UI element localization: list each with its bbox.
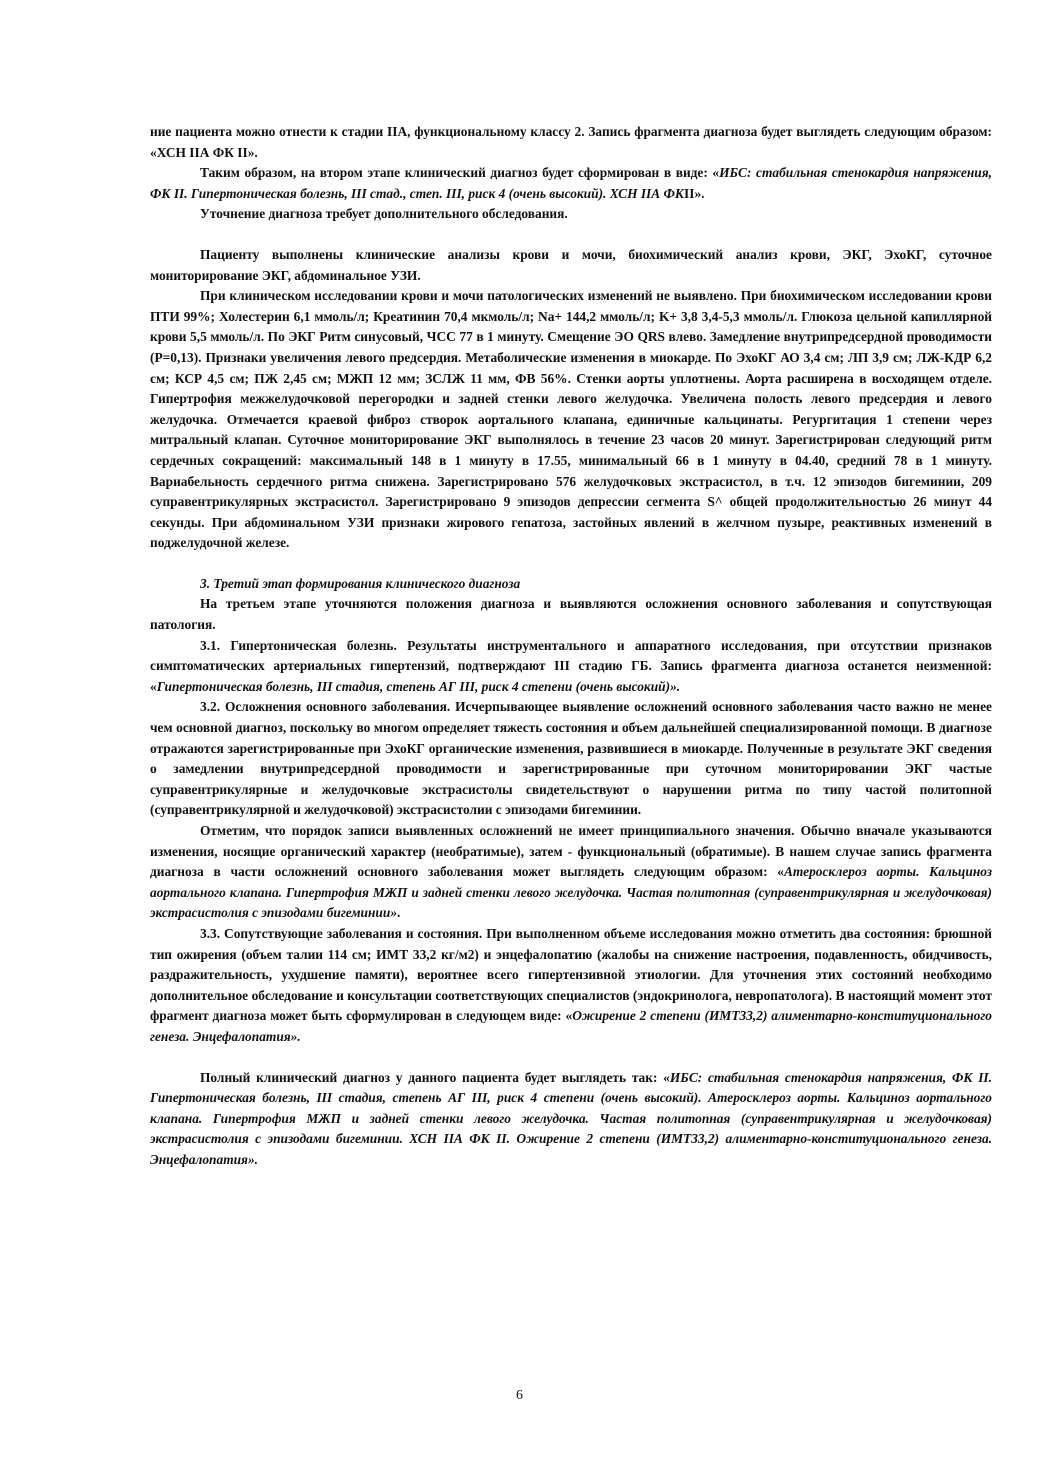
spacer xyxy=(150,225,992,245)
page-number: 6 xyxy=(516,1388,523,1403)
paragraph-hypertension: 3.1. Гипертоническая болезнь. Результаты инструментального и аппаратного исследования, при отсутствии признаков симптоматических артериальных гипертензий, подтверждают III стадию ГБ. Запись фрагмента диагноза останется неизменной: «Гипертоническая болезнь, III стадия, степень АГ III, риск 4 степени (очень высокий)». xyxy=(150,637,992,694)
paragraph-test-results: При клиническом исследовании крови и мочи патологических изменений не выявлено. При биохимическом исследовании крови ПТИ 99%; Холестерин 6,1 ммоль/л; Креатинин 70,4 мкмоль/л; Na+ 144,2 ммоль/л; K+ 3,8 3,4-5,3 ммоль/л. Глюкоза цельной капиллярной крови 5,5 ммоль/л. По ЭКГ Ритм синусовый, ЧСС 77 в 1 минуту. Смещение ЭО QRS влево. Замедление внутрипредсердной проводимости (P=0,13). Признаки увеличения левого предсердия. Метаболические изменения в миокарде. По ЭхоКГ АО 3,4 см; ЛП 3,9 см; ЛЖ-КДР 6,2 см; КСР 4,5 см; ПЖ 2,45 см; МЖП 12 мм; ЗСЛЖ 11 мм, ФВ 56%. Стенки аорты уплотнены. Аорта расширена в восходящем отделе. Гипертрофия межжелудочковой перегородки и задней стенки левого желудочка. Увеличена полость левого предсердия и левого желудочка. Отмечается краевой фиброз створок аортального клапана, единичные кальцинаты. Регургитация 1 степени через митральный клапан. Суточное мониторирование ЭКГ выполнялось в течение 23 часов 20 минут. Зарегистрирован следующий ритм сердечных сокращений: максимальный 148 в 1 минуту в 17.55, минимальный 66 в 1 минуту в 04.40, средний 78 в 1 минуту. Вариабельность сердечного ритма снижена. Зарегистрировано 576 желудочковых экстрасистол, в т.ч. 12 эпизодов бигеминии, 209 суправентрикулярных экстрасистол. Зарегистрировано 9 эпизодов депрессии сегмента S^ общей продолжительностью 26 минут 44 секунды. При абдоминальном УЗИ признаки жирового гепатоза, застойных явлений в желчном пузыре, реактивных изменений в поджелудочной железе. xyxy=(150,288,992,551)
paragraph-comorbidities: 3.3. Сопутствующие заболевания и состояния. При выполненном объеме исследования можно отметить два состояния: брюшной тип ожирения (объем талии 114 см; ИМТ 33,2 кг/м2) и энцефалопатию (жалобы на снижение настроения, подавленность, обидчивость, раздражительность, ухудшение памяти), вероятнее всего гипертензивной этиологии. Для уточнения этих состояний необходимо дополнительное обследование и консультации соответствующих специалистов (эндокринолога, невропатолога). В настоящий момент этот фрагмент диагноза может быть сформулирован в следующем виде: «Ожирение 2 степени (ИМТ33,2) алиментарно-конституционального генеза. Энцефалопатия». xyxy=(150,925,992,1044)
section-heading-third-stage: 3. Третий этап формирования клинического диагноза xyxy=(200,575,521,591)
paragraph-tests-performed: Пациенту выполнены клинические анализы крови и мочи, биохимический анализ крови, ЭКГ, ЭхоКГ, суточное мониторирование ЭКГ, абдоминальное УЗИ. xyxy=(150,246,992,283)
paragraph-complications-order: Отметим, что порядок записи выявленных осложнений не имеет принципиального значения. Обычно вначале указываются изменения, носящие органический характер (необратимые), затем - функциональный (обратимые). В нашем случае запись фрагмента диагноза в части осложнений основного заболевания может выглядеть следующим образом: «Атеросклероз аорты. Кальциноз аортального клапана. Гипертрофия МЖП и задней стенки левого желудочка. Частая политопная (суправентрикулярная и желудочковая) экстрасистолия с эпизодами бигеминии». xyxy=(150,823,992,921)
paragraph-clarification-required: Уточнение диагноза требует дополнительного обследования. xyxy=(200,206,568,222)
paragraph-second-stage-diagnosis: Таким образом, на втором этапе клинический диагноз будет сформирован в виде: «ИБС: стабильная стенокардия напряжения, ФК II. Гипертоническая болезнь, III стад., степ. III, риск 4 (очень высокий). ХСН IIА ФКII». xyxy=(150,165,992,201)
document-body xyxy=(150,122,992,1171)
paragraph-third-stage-intro: На третьем этапе уточняются положения диагноза и выявляются осложнения основного заболевания и сопутствующая патология. xyxy=(150,596,992,633)
paragraph-full-diagnosis: Полный клинический диагноз у данного пациента будет выглядеть так: «ИБС: стабильная стенокардия напряжения, ФК II. Гипертоническая болезнь, III стадия, степень АГ III, риск 4 степени (очень высокий). Атеросклероз аорты. Кальциноз аортального клапана. Гипертрофия МЖП и задней стенки левого желудочка. Частая политопная (суправентрикулярная и желудочковая) экстрасистолия с эпизодами бигеминии. ХСН IIА ФК II. Ожирение 2 степени (ИМТ33,2) алиментарно-конституционального генеза. Энцефалопатия». xyxy=(150,1069,992,1167)
paragraph-complications: 3.2. Осложнения основного заболевания. Исчерпывающее выявление осложнений основного заболевания часто важно не менее чем основной диагноз, поскольку во многом определяет тяжесть состояния и объем дальнейшей специализированной помощи. В диагнозе отражаются зарегистрированные при ЭхоКГ органические изменения, развившиеся в миокарде. Полученные в результате ЭКГ сведения о замедлении внутрипредсердной проводимости и зарегистрированные при суточном мониторировании ЭКГ частые суправентрикулярные и желудочковые экстрасистолы свидетельствуют о нарушении ритма по типу частой политопной (суправентрикулярной и желудочковой) экстрасистолии с эпизодами бигеминии. xyxy=(150,699,992,818)
spacer xyxy=(150,1048,992,1068)
paragraph-stage-continuation: ние пациента можно отнести к стадии IIА, функциональному классу 2. Запись фрагмента диагноза будет выглядеть следующим образом: «ХСН IIА ФК II». xyxy=(150,124,992,160)
spacer xyxy=(150,554,992,574)
